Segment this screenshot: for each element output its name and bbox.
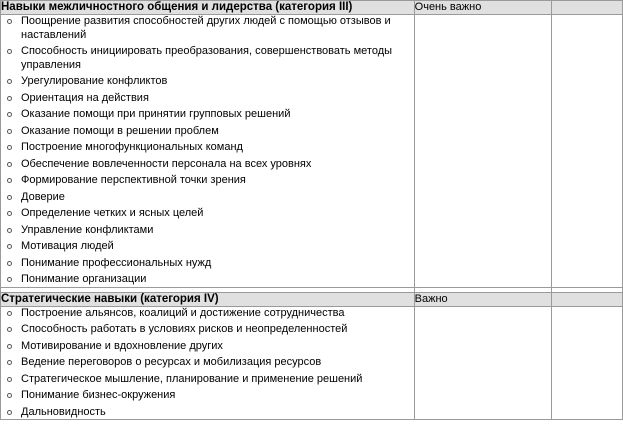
list-item-label: Ведение переговоров о ресурсах и мобилизация ресурсов bbox=[21, 356, 322, 368]
list-item-label: Понимание бизнес-окружения bbox=[21, 389, 176, 401]
circle-bullet-icon bbox=[7, 211, 12, 216]
circle-bullet-icon bbox=[7, 327, 12, 332]
section-title: Стратегические навыки (категория IV) bbox=[1, 292, 415, 306]
section-body-blank-right bbox=[551, 306, 622, 420]
list-item-label: Оказание помощи при принятии групповых решений bbox=[21, 108, 291, 120]
list-item-label: Понимание организации bbox=[21, 273, 147, 285]
list-item bbox=[1, 340, 414, 354]
list-item bbox=[1, 406, 414, 420]
list-item bbox=[1, 45, 414, 72]
table-row-section-body bbox=[1, 306, 623, 420]
list-item-label: Управление конфликтами bbox=[21, 223, 154, 236]
section-importance: Очень важно bbox=[414, 1, 551, 15]
list-item-label: Способность работать в условиях рисков и неопределенностей bbox=[21, 323, 348, 335]
circle-bullet-icon bbox=[7, 244, 12, 249]
circle-bullet-icon bbox=[7, 112, 12, 117]
list-item bbox=[1, 240, 414, 254]
list-item bbox=[1, 75, 414, 89]
list-item bbox=[1, 373, 414, 387]
circle-bullet-icon bbox=[7, 393, 12, 398]
list-item-label: Стратегическое мышление, планирование и применение решений bbox=[21, 372, 363, 385]
circle-bullet-icon bbox=[7, 79, 12, 84]
list-item-label: Доверие bbox=[21, 190, 65, 203]
list-item bbox=[1, 257, 414, 271]
table-row-section-header bbox=[1, 1, 623, 15]
circle-bullet-icon bbox=[7, 344, 12, 349]
section-items-cell bbox=[1, 306, 415, 420]
section-body-blank-right bbox=[551, 15, 622, 288]
circle-bullet-icon bbox=[7, 96, 12, 101]
section-items-cell bbox=[1, 15, 415, 288]
list-item bbox=[1, 141, 414, 155]
list-item-label: Построение многофункциональных команд bbox=[21, 141, 243, 153]
list-item bbox=[1, 389, 414, 403]
list-item-label: Ориентация на действия bbox=[21, 91, 149, 104]
section-body-blank-middle bbox=[414, 306, 551, 420]
list-item bbox=[1, 356, 414, 370]
skills-list bbox=[1, 307, 414, 420]
circle-bullet-icon bbox=[7, 228, 12, 233]
list-item bbox=[1, 92, 414, 106]
section-body-blank-middle bbox=[414, 15, 551, 288]
list-item-label: Урегулирование конфликтов bbox=[21, 75, 168, 87]
list-item-label: Формирование перспективной точки зрения bbox=[21, 174, 246, 186]
list-item bbox=[1, 323, 414, 337]
list-item-label: Поощрение развития способностей других людей с помощью отзывов и наставлений bbox=[21, 15, 391, 41]
circle-bullet-icon bbox=[7, 360, 12, 365]
list-item bbox=[1, 125, 414, 139]
list-item-label: Построение альянсов, коалиций и достижение сотрудничества bbox=[21, 306, 345, 319]
list-item-label: Определение четких и ясных целей bbox=[21, 207, 204, 219]
circle-bullet-icon bbox=[7, 145, 12, 150]
list-item bbox=[1, 158, 414, 172]
section-importance: Важно bbox=[414, 292, 551, 306]
list-item-label: Мотивирование и вдохновление других bbox=[21, 339, 223, 352]
circle-bullet-icon bbox=[7, 19, 12, 24]
list-item-label: Мотивация людей bbox=[21, 240, 114, 252]
circle-bullet-icon bbox=[7, 377, 12, 382]
list-item-label: Понимание профессиональных нужд bbox=[21, 256, 212, 269]
circle-bullet-icon bbox=[7, 311, 12, 316]
list-item bbox=[1, 273, 414, 287]
table-row-section-header bbox=[1, 292, 623, 306]
circle-bullet-icon bbox=[7, 178, 12, 183]
table-row-section-body bbox=[1, 15, 623, 288]
section-title: Навыки межличностного общения и лидерства (категория III) bbox=[1, 1, 415, 15]
list-item-label: Обеспечение вовлеченности персонала на всех уровнях bbox=[21, 157, 312, 170]
skills-list bbox=[1, 15, 414, 287]
list-item-label: Оказание помощи в решении проблем bbox=[21, 124, 219, 137]
circle-bullet-icon bbox=[7, 277, 12, 282]
circle-bullet-icon bbox=[7, 195, 12, 200]
list-item-label: Способность инициировать преобразования, совершенствовать методы управления bbox=[21, 45, 393, 71]
section-header-blank bbox=[551, 292, 622, 306]
circle-bullet-icon bbox=[7, 129, 12, 134]
circle-bullet-icon bbox=[7, 162, 12, 167]
list-item bbox=[1, 207, 414, 221]
circle-bullet-icon bbox=[7, 261, 12, 266]
list-item bbox=[1, 174, 414, 188]
list-item bbox=[1, 15, 414, 42]
circle-bullet-icon bbox=[7, 49, 12, 54]
list-item bbox=[1, 108, 414, 122]
list-item bbox=[1, 224, 414, 238]
list-item bbox=[1, 191, 414, 205]
section-header-blank bbox=[551, 1, 622, 15]
circle-bullet-icon bbox=[7, 410, 12, 415]
list-item-label: Дальновидность bbox=[21, 405, 106, 418]
list-item bbox=[1, 307, 414, 321]
